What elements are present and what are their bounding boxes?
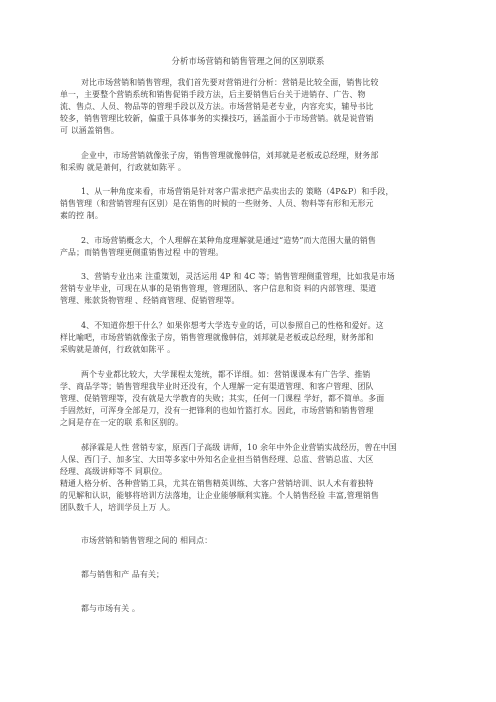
text-line: 1、从一种角度来看，市场营销是针对客户需求把产品卖出去的 策略（4P&P）和手段， [81,187,394,196]
text-line: 的见解和认识，能够将培训方法落地，让企业能够顺利实施。个人销售经验 丰富,管理销售 [60,491,379,500]
text-line: 都与市场有关 。 [81,604,140,613]
text-line: 管理、账款货物管理 、经销商管理、促销管理等。 [60,296,240,305]
text-line: 较多，销售管理比较新，偏重于具体事务的实操技巧，涵盖面小于市场营销。就是说营销 [60,114,374,123]
document-title: 分析市场营销和销售管理之间的区别联系 [171,56,325,66]
text-line: 两个专业都比较大，大学课程太笼统，都不详细。如：营销课课本有广告学、推销 [81,370,371,379]
text-line: 人保、西门子、加多宝、大田等多家中外知名企业担当销售经理、总监、营销总监、大区 [60,455,374,464]
text-line: 采购就是萧何，行政就如陈平 。 [60,345,176,354]
text-line: 素的控 制。 [60,211,103,220]
text-line: 4、不知道你想干什么？如果你想考大学选专业的话，可以参照自己的性格和爱好。这 [81,321,384,330]
text-line: 营销专业毕业，可现在从事的是销售管理，管理团队、客户信息和资 料的内部管理、渠道 [60,284,377,293]
text-line: 流、售点、人员、物品等的管理手段以及方法。市场营销是老专业，内容充实，辅导书比 [60,102,374,111]
text-line: 2、市场营销概念大，个人理解在某种角度理解就是通过“造势”而大范围大量的销售 [81,236,376,245]
text-line: 经理、高级讲师等不 同职位。 [60,467,168,476]
text-line: 学、商品学等；销售管理我毕业时还没有，个人理解一定有渠道管理、和客户管理、团队 [60,382,374,391]
text-line: 精通人格分析、各种营销工具，尤其在销售精英训练、大客户营销培训、识人术有着独特 [60,479,374,488]
text-line: 手固然好，可浑身全部是刀，没有一把锋利的也如竹篮打水。因此，市场营销和销售管理 [60,406,374,415]
text-line: 样比喻吧，市场营销就像张子房，销售管理就像韩信，刘邦就是老板或总经理，财务部和 [60,333,374,342]
text-line: 管理、促销管理等，没有就是大学教育的失败；其实，任何一门课程 学好，都不简单。多面 [60,394,385,403]
text-line: 市场营销和销售管理之间的 相同点： [81,536,213,545]
text-line: 郝泽霖是人性 营销专家，原西门子高级 讲师，10 余年中外企业营销实战经历，曾在中国 [81,443,397,452]
text-line: 团队数千人，培训学员上万 人。 [60,503,176,512]
text-line: 产品；而销售管理更侧重销售过程 中的管理。 [60,248,224,257]
text-line: 3、营销专业出来 注重策划，灵活运用 4P 和 4C 等；销售管理侧重管理，比如我是市场 [81,272,395,281]
text-line: 之间是存在一定的联 系和区别的。 [60,418,184,427]
text-line: 都与销售和产 品有关； [81,570,165,579]
text-line: 和采购 就是萧何，行政就如陈平 。 [60,163,186,172]
text-line: 对比市场营销和销售管理，我们首先要对营销进行分析：营销是比较全面，销售比较 [81,78,379,87]
text-line: 可 以涵盖销售。 [60,126,119,135]
text-line: 企业中，市场营销就像张子房，销售管理就像韩信，刘邦就是老板或总经理，财务部 [81,151,379,160]
text-line: 销售管理（和营销管理有区别）是在销售的时候的一些财务、人员、物料等有形和无形元 [60,199,374,208]
text-line: 单一，主要整个营销系统和销售促销手段方法，后主要销售后台关于进销存、广告、物 [60,90,366,99]
